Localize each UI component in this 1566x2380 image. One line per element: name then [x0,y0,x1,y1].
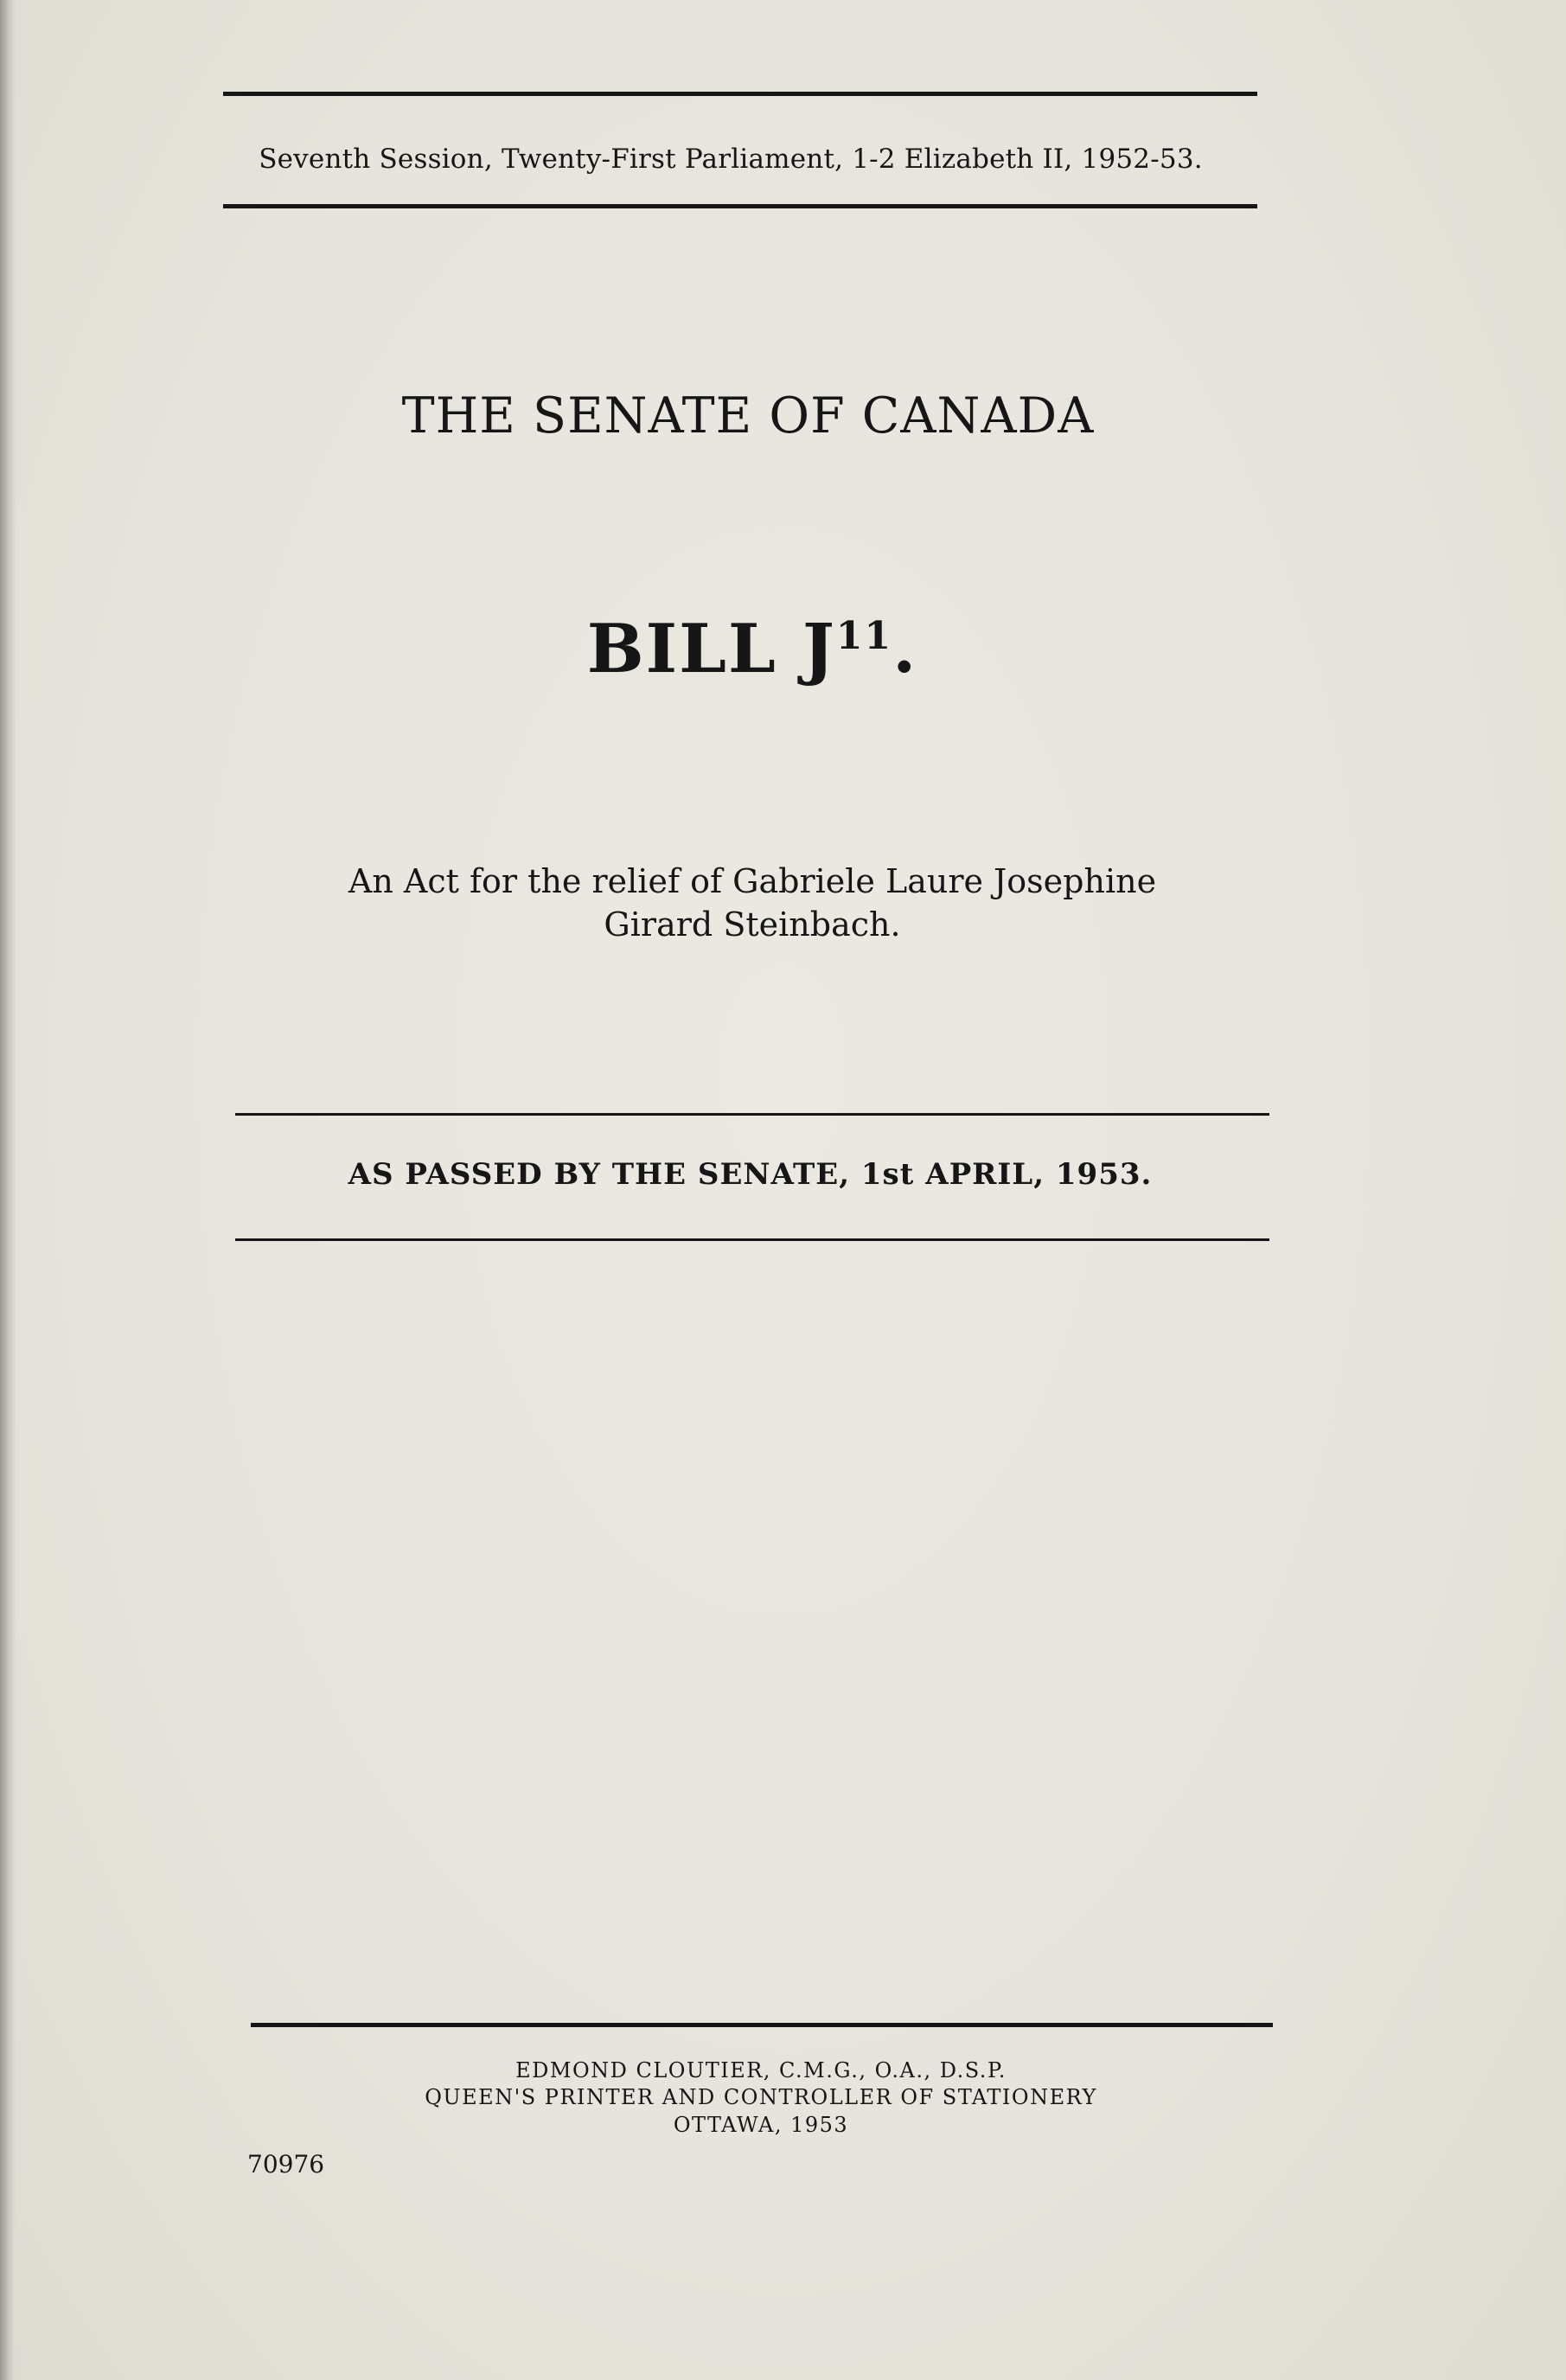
passed-top-rule [235,1113,1269,1116]
bill-superscript: 11 [835,614,893,658]
act-title-line-1: An Act for the relief of Gabriele Laure Josephine [348,862,1157,900]
bill-prefix: BILL J [586,610,836,688]
act-title-line-2: Girard Steinbach. [604,905,901,944]
act-title [182,860,1323,946]
session-line: Seventh Session, Twenty-First Parliament, 1-2 Elizabeth II, 1952-53. [259,144,1203,175]
house-title: THE SENATE OF CANADA [401,387,1095,445]
catalog-number: 70976 [247,2150,325,2178]
printer-place: OTTAWA, 1953 [673,2113,849,2137]
footer-rule [251,2023,1273,2027]
passed-bottom-rule [235,1238,1269,1241]
bill-number [182,610,1323,688]
bill-suffix: . [892,610,918,688]
printer-office: QUEEN'S PRINTER AND CONTROLLER OF STATIONERY [425,2085,1097,2109]
session-bottom-rule [223,204,1257,208]
binding-edge [0,0,16,2380]
passed-status: AS PASSED BY THE SENATE, 1st APRIL, 1953. [348,1157,1153,1192]
printer-name: EDMOND CLOUTIER, C.M.G., O.A., D.S.P. [515,2058,1007,2082]
top-rule [223,92,1257,96]
